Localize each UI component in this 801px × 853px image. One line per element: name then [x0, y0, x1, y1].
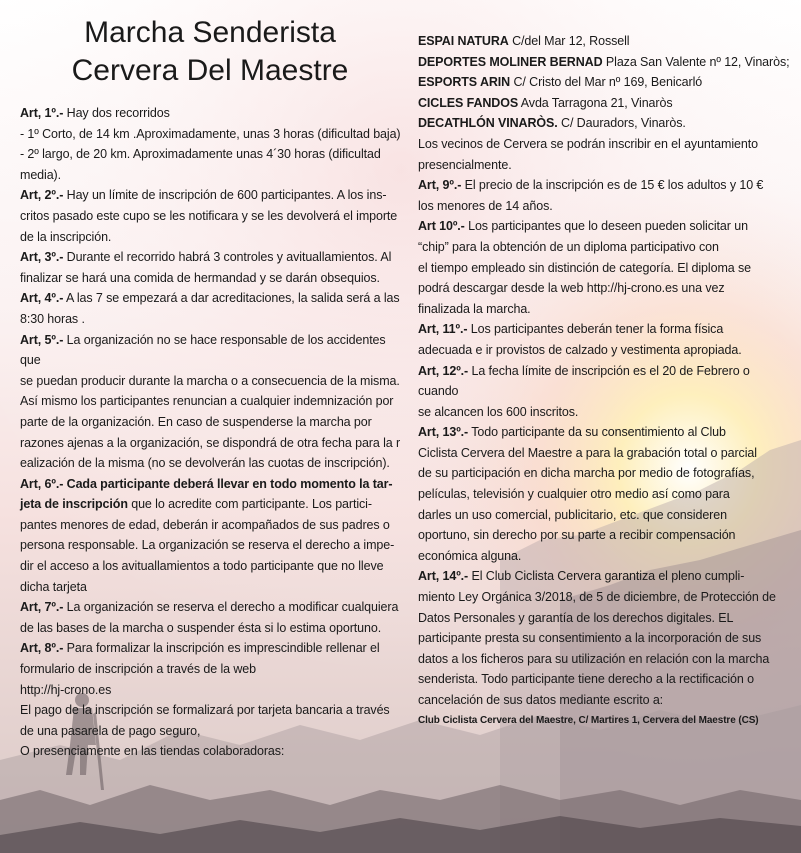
article-label: Art, 11º.-	[418, 322, 468, 337]
web-link[interactable]: http://hj-crono.es	[20, 682, 112, 697]
text-line: el tiempo empleado sin distinción de categoría. El diploma se	[418, 260, 751, 275]
text-line: pantes menores de edad, deberán ir acompañados de sus padres o	[20, 517, 390, 532]
text-line: se puedan producir durante la marcha o a consecuencia de la misma.	[20, 373, 400, 388]
text-line: económica alguna.	[418, 548, 522, 563]
left-column	[20, 103, 406, 762]
text-line: que lo acredite com participante. Los partici-	[127, 497, 372, 512]
club-address: Club Ciclista Cervera del Maestre, C/ Martires 1, Cervera del Maestre (CS)	[418, 714, 759, 726]
store-name: DEPORTES MOLINER BERNAD	[418, 54, 603, 69]
text-line: de las bases de la marcha o suspender ésta si lo estima oportuno.	[20, 620, 382, 635]
text-line: La organización no se hace responsable de los accidentes que	[20, 332, 386, 368]
article-label: Art, 9º.-	[418, 178, 462, 193]
article-10	[418, 216, 790, 319]
text-line: media).	[20, 167, 61, 182]
store-item	[418, 31, 790, 52]
article-13	[418, 422, 790, 566]
text-line: formulario de inscripción a través de la web	[20, 662, 256, 677]
article-label: Art, 2º.-	[20, 188, 64, 203]
residents-note	[418, 134, 790, 175]
right-column	[418, 31, 790, 729]
article-2	[20, 185, 406, 247]
article-label: Art, 13º.-	[418, 425, 469, 440]
text-line: se alcancen los 600 inscritos.	[418, 404, 579, 419]
article-label: Art, 5º.-	[20, 332, 64, 347]
store-item	[418, 72, 790, 93]
article-label: Art, 1º.-	[20, 106, 64, 120]
store-address: C/ Dauradors, Vinaròs.	[557, 116, 686, 131]
article-label: Art, 4º.-	[20, 291, 64, 306]
text-line: dicha tarjeta	[20, 579, 87, 594]
text-line: de una pasarela de pago seguro,	[20, 723, 201, 738]
text-line: razones ajenas a la organización, se dispondrá de otra fecha para la r	[20, 435, 401, 450]
text-line: critos pasado este cupo se les notificara y se les devolverá el importe	[20, 208, 398, 223]
article-7	[20, 597, 406, 638]
text-line: finalizar se hará una comida de hermandad y se darán obsequios.	[20, 270, 380, 285]
article-1	[20, 103, 406, 185]
text-line: Todo participante da su consentimiento al Club	[468, 425, 726, 440]
text-line: 8:30 horas .	[20, 311, 85, 326]
store-address: Avda Tarragona 21, Vinaròs	[518, 95, 673, 110]
article-9	[418, 175, 790, 216]
text-line: La fecha límite de inscripción es el 20 de Febrero o cuando	[418, 363, 750, 399]
store-name: ESPAI NATURA	[418, 34, 509, 48]
store-item	[418, 52, 790, 73]
text-line: Hay dos recorridos	[63, 106, 170, 120]
article-label: Art, 12º.-	[418, 363, 469, 378]
store-address: C/del Mar 12, Rossell	[508, 34, 630, 48]
title-line-2: Cervera Del Maestre	[71, 54, 349, 87]
text-line: “chip” para la obtención de un diploma participativo con	[418, 239, 719, 254]
text-line: ealización de la misma (no se devolverán las cuotas de inscripción).	[20, 456, 390, 471]
text-line-bold: Cada participante deberá llevar en todo momento la tar-	[63, 476, 393, 491]
text-line: Datos Personales y garantía de los derechos digitales. EL	[418, 610, 734, 625]
article-11	[418, 319, 790, 360]
article-label: Art, 7º.-	[20, 600, 64, 615]
store-name: CICLES FANDOS	[418, 95, 519, 110]
text-line: La organización se reserva el derecho a modificar cualquiera	[63, 600, 399, 615]
store-item	[418, 93, 790, 114]
text-line: - 1º Corto, de 14 km .Aproximadamente, unas 3 horas (dificultad baja)	[20, 126, 401, 141]
article-label: Art, 14º.-	[418, 569, 469, 584]
text-line: los menores de 14 años.	[418, 198, 553, 213]
text-line: persona responsable. La organización se reserva el derecho a impe-	[20, 538, 395, 553]
title-line-1: Marcha Senderista	[84, 16, 336, 49]
text-line: películas, televisión y cualquier otro medio así como para	[418, 487, 730, 502]
article-6	[20, 474, 406, 598]
article-12	[418, 361, 790, 423]
text-line: El Club Ciclista Cervera garantiza el pleno cumpli-	[468, 569, 745, 584]
article-8	[20, 638, 406, 762]
article-label: Art 10º.-	[418, 219, 465, 234]
text-line: Durante el recorrido habrá 3 controles y avituallamientos. Al	[63, 250, 392, 265]
text-line: oportuno, sin derecho por su parte a recibir compensación	[418, 528, 736, 543]
store-name: DECATHLÓN VINARÒS.	[418, 116, 558, 131]
text-line: participante presta su consentimiento a la incorporación de sus	[418, 631, 762, 646]
text-line: El precio de la inscripción es de 15 € los adultos y 10 €	[461, 178, 764, 193]
article-4	[20, 288, 406, 329]
text-line: Ciclista Cervera del Maestre a para la grabación total o parcial	[418, 445, 757, 460]
text-line: de la inscripción.	[20, 229, 112, 244]
text-line: parte de la organización. En caso de suspenderse la marcha por	[20, 414, 372, 429]
text-line: A las 7 se empezará a dar acreditaciones, la salida será a las	[63, 291, 400, 306]
text-line: Para formalizar la inscripción es imprescindible rellenar el	[63, 641, 380, 656]
text-line: dir el acceso a los avituallamientos a todo participante que no lleve	[20, 559, 384, 574]
text-line: Los participantes que lo deseen pueden solicitar un	[464, 219, 748, 234]
text-line: cancelación de sus datos mediante escrito a:	[418, 693, 664, 707]
text-line: Los participantes deberán tener la forma física	[467, 322, 724, 337]
text-line: datos a los ficheros para su utilización en relación con la marcha	[418, 651, 770, 666]
article-label: Art, 3º.-	[20, 250, 64, 265]
text-line: presencialmente.	[418, 157, 512, 172]
text-line: Hay un límite de inscripción de 600 participantes. A los ins-	[63, 188, 387, 203]
text-line: miento Ley Orgánica 3/2018, de 5 de diciembre, de Protección de	[418, 590, 776, 605]
article-label: Art, 6º.-	[20, 476, 64, 491]
article-3	[20, 247, 406, 288]
store-item	[418, 113, 790, 134]
text-line: de su participación en dicha marcha por medio de fotografías,	[418, 466, 755, 481]
text-line-bold: jeta de inscripción	[20, 497, 128, 512]
text-line: podrá descargar desde la web http://hj-crono.es una vez	[418, 281, 725, 296]
article-14	[418, 566, 790, 710]
text-line: finalizada la marcha.	[418, 301, 531, 316]
text-line: El pago de la inscripción se formalizará por tarjeta bancaria a través	[20, 703, 390, 718]
text-line: senderista. Todo participante tiene derecho a la rectificación o	[418, 672, 754, 687]
text-line: O presenciamente en las tiendas colaboradoras:	[20, 744, 285, 759]
text-line: darles un uso comercial, publicitario, etc. que consideren	[418, 507, 727, 522]
text-line: adecuada e ir provistos de calzado y vestimenta apropiada.	[418, 342, 742, 357]
article-5	[20, 330, 406, 474]
text-line: Así mismo los participantes renuncian a cualquier indemnización por	[20, 394, 394, 409]
article-label: Art, 8º.-	[20, 641, 64, 656]
page-title	[20, 14, 400, 90]
store-address: C/ Cristo del Mar nº 169, Benicarló	[510, 75, 703, 90]
stores-list	[418, 31, 790, 134]
text-line: Los vecinos de Cervera se podrán inscribir en el ayuntamiento	[418, 136, 758, 151]
store-name: ESPORTS ARIN	[418, 75, 511, 90]
text-line: - 2º largo, de 20 km. Aproximadamente unas 4´30 horas (dificultad	[20, 147, 381, 162]
store-address: Plaza San Valente nº 12, Vinaròs;	[602, 54, 790, 69]
